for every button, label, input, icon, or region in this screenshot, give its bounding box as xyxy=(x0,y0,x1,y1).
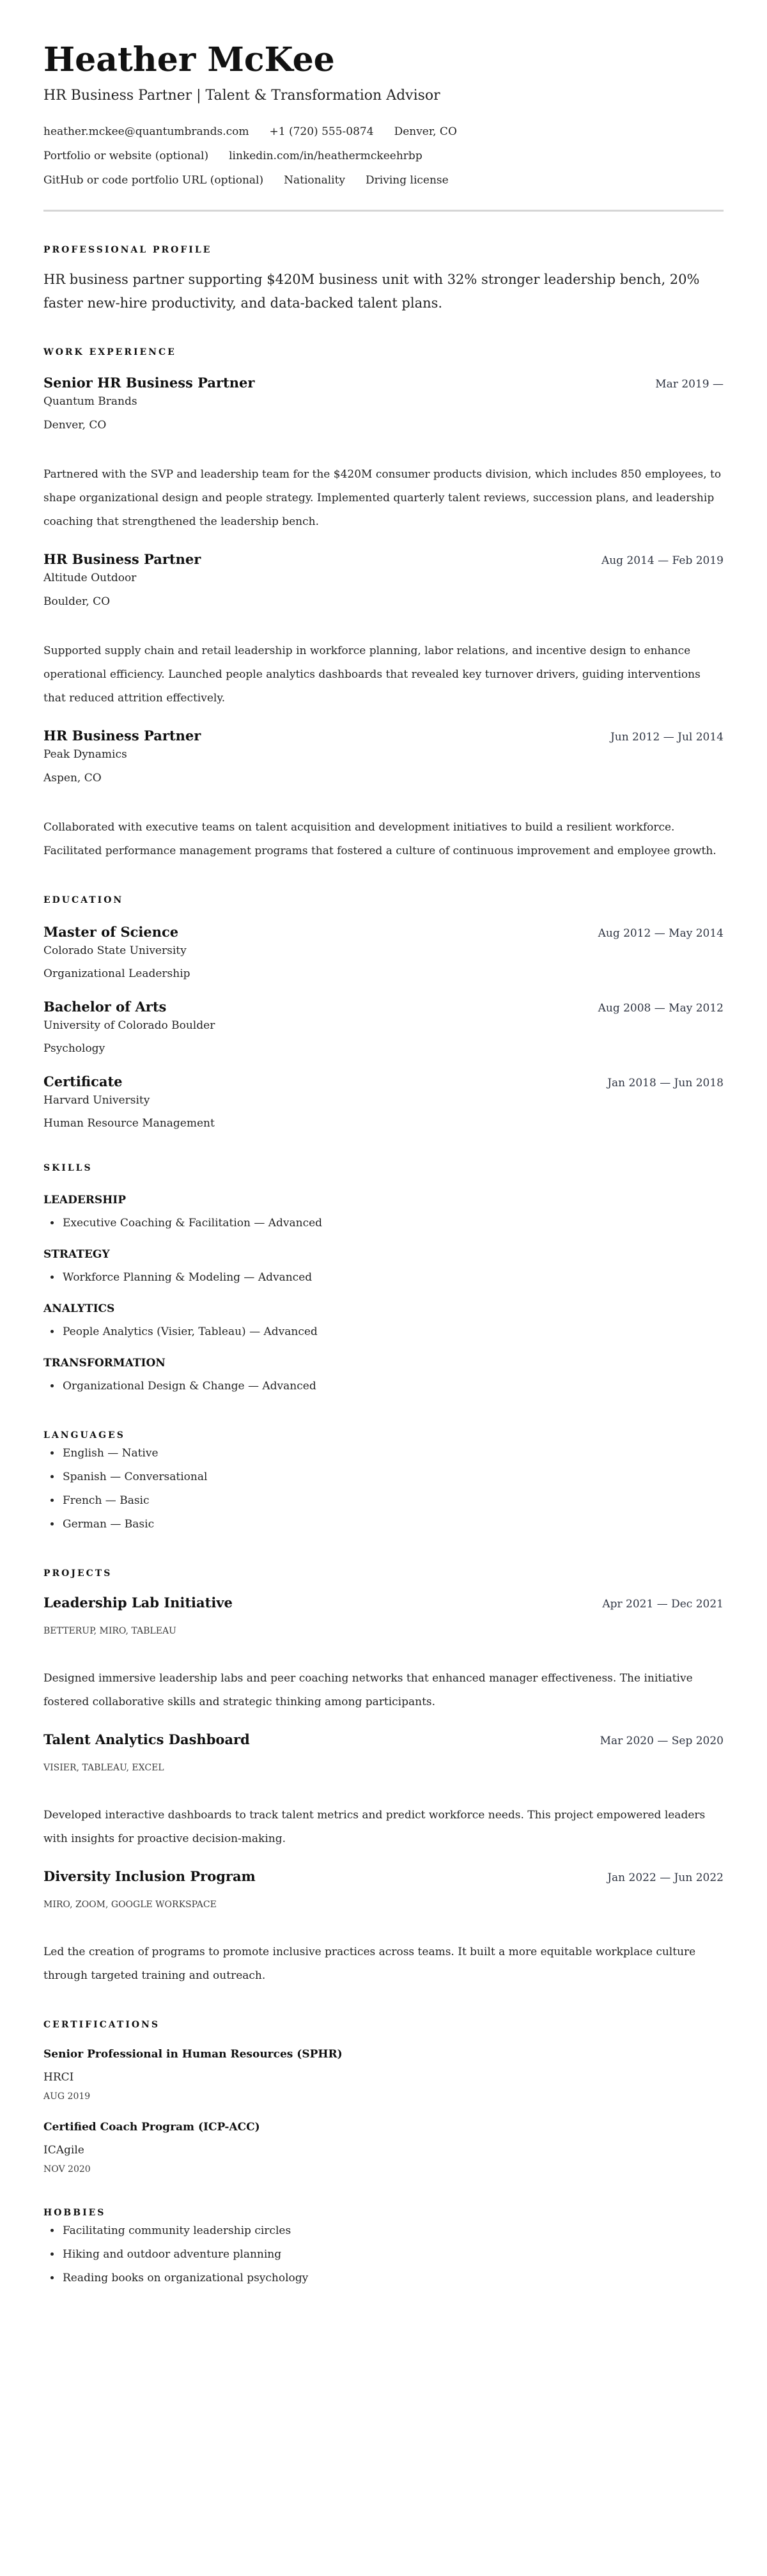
certification-date: AUG 2019 xyxy=(43,2091,91,2102)
section-title-education: EDUCATION xyxy=(43,895,124,905)
language-item: • French — Basic xyxy=(61,1489,724,1513)
education-entry xyxy=(43,998,724,1056)
project-name: Talent Analytics Dashboard xyxy=(43,1731,250,1747)
section-hobbies xyxy=(43,2206,724,2290)
section-projects xyxy=(43,1567,724,1988)
hobby-item: • Facilitating community leadership circles xyxy=(61,2219,724,2243)
field-of-study: Organizational Leadership xyxy=(43,967,190,980)
hobby-item: • Hiking and outdoor adventure planning xyxy=(61,2243,724,2267)
section-languages xyxy=(43,1429,724,1536)
project-description: Designed immersive leadership labs and peer coaching networks that enhanced manager effectiveness. The initiative fostered collaborative skills and strategic thinking among participants. xyxy=(43,1672,693,1708)
field-of-study: Human Resource Management xyxy=(43,1117,215,1130)
project-entry xyxy=(43,1868,724,1988)
contact-phone[interactable]: +1 (720) 555-0874 xyxy=(269,125,374,138)
profile-summary: HR business partner supporting $420M business unit with 32% stronger leadership bench, 20% faster new-hire productivity, and data-backed talent plans. xyxy=(43,272,700,311)
section-title-skills: SKILLS xyxy=(43,1163,93,1173)
project-entry xyxy=(43,1594,724,1714)
section-title-projects: PROJECTS xyxy=(43,1568,112,1579)
project-dates: Mar 2020 — Sep 2020 xyxy=(600,1735,724,1747)
certification-entry xyxy=(43,2047,724,2103)
project-tech-stack: VISIER, TABLEAU, EXCEL xyxy=(43,1763,164,1773)
contact-portfolio[interactable]: Portfolio or website (optional) xyxy=(43,150,209,162)
header-divider xyxy=(43,210,724,212)
contact-github[interactable]: GitHub or code portfolio URL (optional) xyxy=(43,174,264,187)
contact-row-primary xyxy=(43,124,724,139)
experience-entry xyxy=(43,374,724,534)
resume-header xyxy=(43,37,724,188)
skill-category: TRANSFORMATION xyxy=(43,1357,166,1370)
job-dates: Mar 2019 — xyxy=(655,378,724,391)
job-title: Senior HR Business Partner xyxy=(43,375,255,391)
education-dates: Aug 2008 — May 2012 xyxy=(598,1002,724,1015)
certification-name: Certified Coach Program (ICP-ACC) xyxy=(43,2121,260,2134)
section-education xyxy=(43,894,724,1131)
language-item: • Spanish — Conversational xyxy=(61,1465,724,1489)
skill-category: STRATEGY xyxy=(43,1248,110,1261)
degree-name: Master of Science xyxy=(43,924,179,940)
degree-name: Bachelor of Arts xyxy=(43,999,167,1015)
project-tech-stack: BETTERUP, MIRO, TABLEAU xyxy=(43,1626,176,1636)
skill-item: • Workforce Planning & Modeling — Advanced xyxy=(61,1266,724,1290)
section-profile xyxy=(43,244,724,315)
school-name: University of Colorado Boulder xyxy=(43,1019,215,1032)
school-name: Colorado State University xyxy=(43,944,187,957)
project-name: Leadership Lab Initiative xyxy=(43,1595,233,1611)
contact-row-links xyxy=(43,148,724,164)
skill-item: • Executive Coaching & Facilitation — Advanced xyxy=(61,1212,724,1235)
certification-name: Senior Professional in Human Resources (SPHR) xyxy=(43,2048,343,2061)
contact-location: Denver, CO xyxy=(394,125,457,138)
skill-category: LEADERSHIP xyxy=(43,1194,127,1206)
education-entry xyxy=(43,923,724,981)
candidate-headline: HR Business Partner | Talent & Transformation Advisor xyxy=(43,88,440,104)
section-certifications xyxy=(43,2018,724,2176)
hobby-list xyxy=(43,2219,724,2290)
education-entry xyxy=(43,1073,724,1131)
contact-driving-license: Driving license xyxy=(366,174,449,187)
education-dates: Jan 2018 — Jun 2018 xyxy=(607,1077,724,1089)
job-location: Denver, CO xyxy=(43,419,107,432)
job-location: Boulder, CO xyxy=(43,595,111,608)
experience-entry xyxy=(43,550,724,710)
job-company: Altitude Outdoor xyxy=(43,572,137,584)
section-title-languages: LANGUAGES xyxy=(43,1430,125,1440)
education-dates: Aug 2012 — May 2014 xyxy=(598,927,724,940)
skill-group xyxy=(43,1192,724,1235)
language-item: • English — Native xyxy=(61,1442,724,1465)
job-location: Aspen, CO xyxy=(43,772,102,785)
skill-group xyxy=(43,1301,724,1344)
contact-row-extra xyxy=(43,173,724,188)
candidate-name: Heather McKee xyxy=(43,40,335,79)
job-dates: Jun 2012 — Jul 2014 xyxy=(610,731,724,744)
project-description: Led the creation of programs to promote inclusive practices across teams. It built a more equitable workplace culture through targeted training and outreach. xyxy=(43,1946,696,1982)
hobby-item: • Reading books on organizational psychology xyxy=(61,2267,724,2290)
skill-item: • Organizational Design & Change — Advanced xyxy=(61,1375,724,1398)
contact-linkedin[interactable]: linkedin.com/in/heathermckeehrbp xyxy=(229,150,422,162)
section-title-experience: WORK EXPERIENCE xyxy=(43,347,176,357)
field-of-study: Psychology xyxy=(43,1042,105,1055)
section-experience xyxy=(43,346,724,863)
section-skills xyxy=(43,1162,724,1398)
skill-group xyxy=(43,1355,724,1398)
job-dates: Aug 2014 — Feb 2019 xyxy=(601,554,724,567)
section-title-hobbies: HOBBIES xyxy=(43,2208,106,2218)
job-company: Quantum Brands xyxy=(43,395,137,408)
language-list xyxy=(43,1442,724,1536)
section-title-profile: PROFESSIONAL PROFILE xyxy=(43,245,212,255)
certification-entry xyxy=(43,2119,724,2176)
contact-nationality: Nationality xyxy=(284,174,346,187)
contact-email[interactable]: heather.mckee@quantumbrands.com xyxy=(43,125,249,138)
certification-date: NOV 2020 xyxy=(43,2164,91,2174)
skill-item: • People Analytics (Visier, Tableau) — Advanced xyxy=(61,1320,724,1344)
language-item: • German — Basic xyxy=(61,1513,724,1536)
project-entry xyxy=(43,1731,724,1851)
job-title: HR Business Partner xyxy=(43,728,201,744)
job-description: Collaborated with executive teams on talent acquisition and development initiatives to build a resilient workforce. Facilitated performance management programs that fostered a culture of continuous improvement and employee growth. xyxy=(43,821,717,857)
job-title: HR Business Partner xyxy=(43,551,201,567)
section-title-certifications: CERTIFICATIONS xyxy=(43,2020,160,2030)
job-company: Peak Dynamics xyxy=(43,748,127,761)
degree-name: Certificate xyxy=(43,1073,123,1089)
skill-category: ANALYTICS xyxy=(43,1302,115,1315)
job-description: Supported supply chain and retail leadership in workforce planning, labor relations, and incentive design to enhance operational efficiency. Launched people analytics dashboards that revealed key turnover drivers, guiding interventions that reduced attrition effectively. xyxy=(43,644,701,705)
project-dates: Apr 2021 — Dec 2021 xyxy=(602,1598,724,1611)
project-description: Developed interactive dashboards to track talent metrics and predict workforce needs. This project empowered leaders with insights for proactive decision-making. xyxy=(43,1809,706,1845)
project-dates: Jan 2022 — Jun 2022 xyxy=(607,1871,724,1884)
certification-issuer: ICAgile xyxy=(43,2144,84,2157)
skill-group xyxy=(43,1247,724,1290)
experience-entry xyxy=(43,727,724,863)
job-description: Partnered with the SVP and leadership team for the $420M consumer products division, which includes 850 employees, to shape organizational design and people strategy. Implemented quarterly talent reviews, succession plans, and leadership coaching that strengthened the leadership bench. xyxy=(43,468,722,528)
project-tech-stack: MIRO, ZOOM, GOOGLE WORKSPACE xyxy=(43,1900,217,1910)
school-name: Harvard University xyxy=(43,1094,150,1107)
certification-issuer: HRCI xyxy=(43,2071,74,2084)
project-name: Diversity Inclusion Program xyxy=(43,1868,256,1884)
